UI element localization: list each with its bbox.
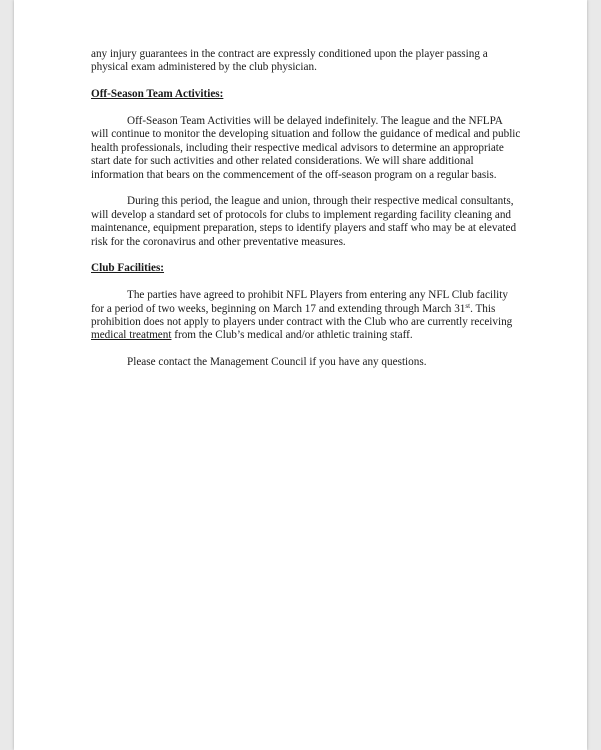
offseason-paragraph-2: During this period, the league and union, through their respective medical consultants, will develop a standard set of protocols for clubs to implement regarding facility cleaning and maintenance, equipment preparation, steps to identify players and staff who may be at elevated risk for the coronavirus and other preventative measures. (91, 195, 517, 248)
closing-paragraph: Please contact the Management Council if you have any questions. (127, 356, 427, 369)
club-text-start: The parties have agreed to prohibit NFL Players from entering any NFL Club facility for a period of two weeks, beginning on March 17 and extending through March 31 (91, 289, 508, 315)
club-facilities-heading: Club Facilities: (91, 262, 165, 275)
intro-paragraph (91, 48, 521, 75)
document-page (14, 0, 587, 750)
club-facilities-paragraph (91, 289, 521, 343)
intro-line-2: physical exam administered by the club physician. (91, 61, 317, 74)
club-text-end: from the Club’s medical and/or athletic training staff. (171, 329, 413, 342)
document-body (91, 48, 521, 370)
intro-line-1: any injury guarantees in the contract are expressly conditioned upon the player passing a (91, 48, 488, 60)
medical-treatment-text: medical treatment (91, 329, 172, 342)
offseason-heading: Off-Season Team Activities: (91, 88, 224, 101)
club-text-middle: . This prohibition does not apply to players under contract with the Club who are currently receiving (91, 302, 513, 329)
offseason-paragraph-1: Off-Season Team Activities will be delayed indefinitely. The league and the NFLPA will continue to monitor the developing situation and follow the guidance of medical and public health professionals, including their respective medical advisors to determine an appropriate start date for such activities and other related considerations. We will share additional information that bears on the commencement of the off-season program on a regular basis. (91, 115, 521, 181)
ordinal-suffix: st (465, 301, 471, 310)
